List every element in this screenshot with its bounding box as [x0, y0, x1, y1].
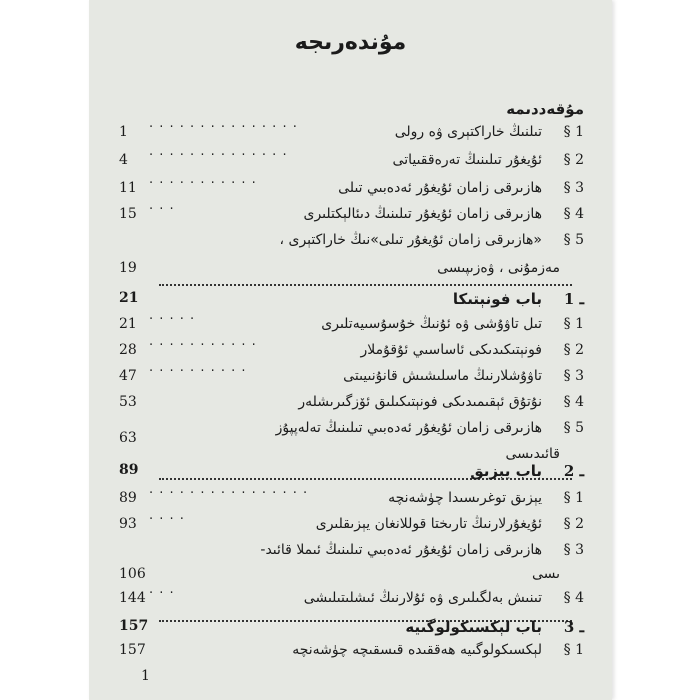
toc-page: 89	[119, 462, 139, 478]
dot-leader: · · · ·	[149, 512, 185, 527]
toc-line	[119, 394, 584, 416]
toc-number: § 3	[563, 368, 584, 384]
toc-line	[119, 542, 584, 564]
toc-line	[119, 420, 584, 442]
dot-leader: · · · · · · · · · · ·	[149, 176, 257, 191]
toc-page: 157	[119, 642, 146, 658]
toc-text: «ھازىرقى زامان ئۇيغۇر تىلى»نىڭ خاراكتېرى ،	[279, 232, 542, 248]
toc-page: 21	[119, 316, 137, 332]
toc-chapter-line	[119, 618, 584, 640]
toc-page: 4	[119, 152, 128, 168]
toc-line	[119, 232, 584, 254]
toc-page: 1	[119, 124, 128, 140]
toc-number: § 2	[563, 152, 584, 168]
section-intro: مۇقەددىمە	[506, 100, 584, 118]
toc-line	[119, 260, 584, 282]
toc-line	[119, 312, 584, 338]
toc-page: 19	[119, 260, 137, 276]
toc-number: § 4	[563, 206, 584, 222]
toc-line	[119, 566, 584, 588]
toc-text: ھازىرقى زامان ئۇيغۇر تىلىنىڭ دىئالېكتلىرى	[303, 206, 542, 222]
chapter-title: باب لېكسىكولوگىيە	[405, 618, 542, 636]
toc-line	[119, 364, 584, 390]
toc-line	[119, 148, 584, 174]
toc-line	[119, 176, 584, 202]
toc-page: 63	[119, 430, 137, 446]
toc-page: 11	[119, 180, 137, 196]
page-number: 1	[141, 668, 150, 684]
toc-line	[119, 512, 584, 538]
toc-text: تاۋۇشلارنىڭ ماسلىشىش قانۇنىيىتى	[343, 368, 542, 384]
dot-leader: · · · · · · · · · · · · · ·	[149, 148, 288, 163]
toc-text: ىسى	[531, 566, 560, 582]
toc-page: 93	[119, 516, 137, 532]
toc-text: ئۇيغۇرلارنىڭ تارىختا قوللانغان يېزىقلىرى	[315, 516, 542, 532]
toc-line	[119, 338, 584, 364]
toc-text: تىلنىڭ خاراكتېرى ۋە رولى	[394, 124, 542, 140]
chapter-number: 3 ـ	[563, 618, 584, 636]
toc-page: 47	[119, 368, 137, 384]
toc-line	[119, 586, 584, 612]
toc-number: § 3	[563, 180, 584, 196]
dot-leader: · · · · · · · · · · · · · · ·	[149, 120, 298, 135]
chapter-title: باب فونېتىكا	[452, 290, 542, 308]
toc-text: ھازىرقى زامان ئۇيغۇر ئەدەبىي تىلىنىڭ تەلەپپۇز	[275, 420, 542, 436]
toc-number: § 2	[563, 342, 584, 358]
toc-text: لېكسىكولوگىيە ھەققىدە قىسقىچە چۈشەنچە	[292, 642, 542, 658]
dot-leader: · · · · · · · · · · · · · · · ·	[149, 486, 309, 501]
toc-text: قائىدىسى	[505, 446, 560, 462]
toc-page: 28	[119, 342, 137, 358]
toc-number: § 1	[563, 642, 584, 658]
dot-leader: · · · · ·	[149, 312, 196, 327]
toc-page: 144	[119, 590, 146, 606]
book-page	[89, 0, 612, 700]
chapter-title: باب يېزىق	[470, 462, 542, 480]
toc-page: 15	[119, 206, 137, 222]
toc-chapter-line	[119, 290, 584, 312]
toc-page: 53	[119, 394, 137, 410]
toc-number: § 4	[563, 590, 584, 606]
toc-page: 89	[119, 490, 137, 506]
toc-text: تىل تاۋۇشى ۋە ئۇنىڭ خۇسۇسىيەتلىرى	[321, 316, 542, 332]
toc-number: § 3	[563, 542, 584, 558]
dot-leader: · · · · · · · · · ·	[149, 364, 247, 379]
toc-number: § 2	[563, 516, 584, 532]
toc-number: § 1	[563, 490, 584, 506]
toc-text: فونېتىكىدىكى ئاساسىي ئۇقۇملار	[360, 342, 542, 358]
dot-leader: · · ·	[149, 202, 175, 217]
toc-text: نۇتۇق ئېقىمىدىكى فونېتىكىلىق ئۆزگىرىشلەر	[298, 394, 542, 410]
toc-number: § 1	[563, 316, 584, 332]
toc-page: 106	[119, 566, 146, 582]
chapter-number: 1 ـ	[563, 290, 584, 308]
toc-number: § 5	[563, 232, 584, 248]
toc-text: تىنىش بەلگىلىرى ۋە ئۇلارنىڭ ئىشلىتىلىشى	[303, 590, 542, 606]
toc-line	[119, 120, 584, 146]
toc-number: § 1	[563, 124, 584, 140]
toc-number: § 4	[563, 394, 584, 410]
toc-text: ھازىرقى زامان ئۇيغۇر ئەدەبىي تىلىنىڭ ئىملا قائىد-	[260, 542, 542, 558]
toc-text: مەزمۇنى ، ۋەزىپىسى	[437, 260, 560, 276]
toc-chapter-line	[119, 462, 584, 484]
dot-leader: · · ·	[149, 586, 175, 601]
toc-line	[119, 642, 584, 664]
divider	[159, 284, 572, 286]
toc-number: § 5	[563, 420, 584, 436]
dot-leader: · · · · · · · · · · ·	[149, 338, 257, 353]
chapter-number: 2 ـ	[563, 462, 584, 480]
toc-page: 157	[119, 618, 149, 634]
toc-line	[119, 486, 584, 512]
toc-text: ئۇيغۇر تىلىنىڭ تەرەققىياتى	[392, 152, 542, 168]
toc-line	[119, 202, 584, 228]
toc-text: يېزىق توغرىسىدا چۈشەنچە	[388, 490, 542, 506]
toc-text: ھازىرقى زامان ئۇيغۇر ئەدەبىي تىلى	[338, 180, 542, 196]
page-title: مۇندەرىجە	[294, 30, 407, 55]
toc-page: 21	[119, 290, 139, 306]
